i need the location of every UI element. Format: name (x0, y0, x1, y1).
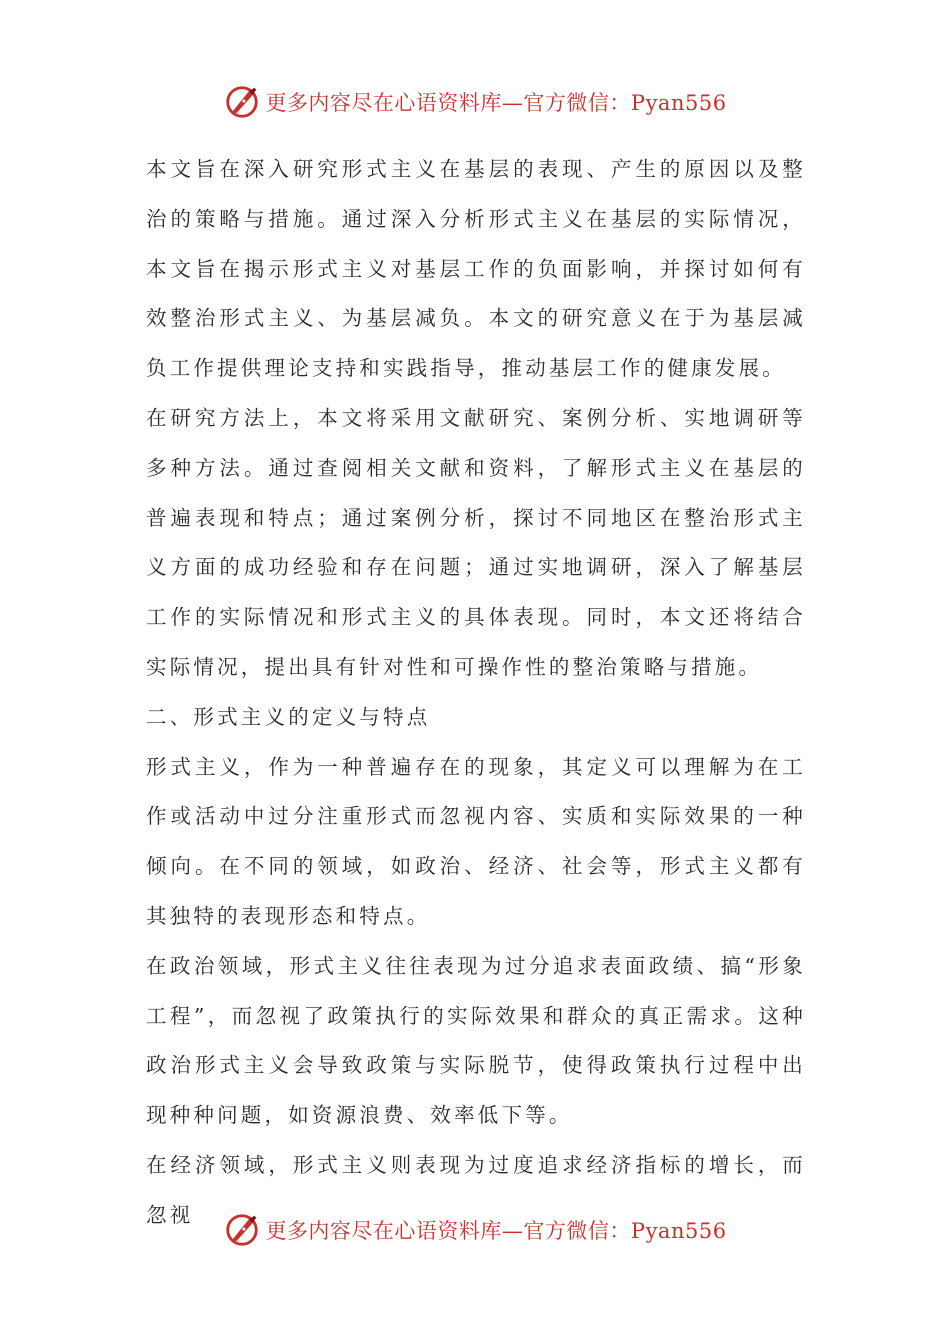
paragraph-political: 在政治领域，形式主义往往表现为过分追求表面政绩、搞“形象工程”，而忽视了政策执行的实际效果和群众的真正需求。这种政治形式主义会导致政策与实际脱节，使得政策执行过程中出现种种问题，如资源浪费、效率低下等。 (146, 953, 806, 1128)
paragraph-methods: 在研究方法上，本文将采用文献研究、案例分析、实地调研等多种方法。通过查阅相关文献和资料，了解形式主义在基层的普遍表现和特点；通过案例分析，探讨不同地区在整治形式主义方面的成功经验和存在问题；通过实地调研，深入了解基层工作的实际情况和形式主义的具体表现。同时，本文还将结合实际情况，提出具有针对性和可操作性的整治策略与措施。 (146, 405, 806, 679)
pen-nib-icon (223, 83, 261, 121)
paragraph-definition: 形式主义，作为一种普遍存在的现象，其定义可以理解为在工作或活动中过分注重形式而忽视内容、实质和实际效果的一种倾向。在不同的领域，如政治、经济、社会等，形式主义都有其独特的表现形态和特点。 (146, 754, 806, 928)
document-body (146, 145, 806, 1241)
paragraph-purpose: 本文旨在深入研究形式主义在基层的表现、产生的原因以及整治的策略与措施。通过深入分析形式主义在基层的实际情况，本文旨在揭示形式主义对基层工作的负面影响，并探讨如何有效整治形式主义、为基层减负。本文的研究意义在于为基层减负工作提供理论支持和实践指导，推动基层工作的健康发展。 (146, 157, 806, 381)
pen-nib-icon (223, 1211, 261, 1249)
header-banner-text: 更多内容尽在心语资料库—官方微信：Pyan556 (265, 91, 727, 115)
paragraph-economic: 在经济领域，形式主义则表现为过度追求经济指标的增长，而忽视 (146, 1152, 806, 1227)
section-heading: 二、形式主义的定义与特点 (146, 704, 431, 729)
header-banner (0, 80, 950, 124)
footer-banner (0, 1208, 950, 1252)
footer-banner-text: 更多内容尽在心语资料库—官方微信：Pyan556 (265, 1219, 727, 1243)
